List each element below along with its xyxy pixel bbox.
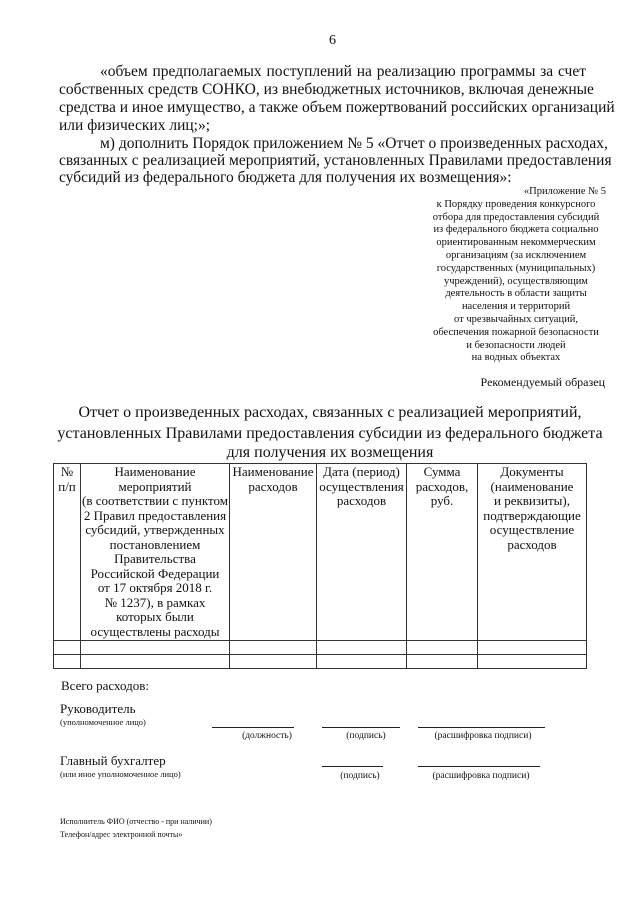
header-cell: Дата (период) осуществления расходов <box>317 464 407 641</box>
head-label: Руководитель <box>60 701 136 716</box>
report-title: Отчет о произведенных расходах, связанных с реализацией мероприятий, <box>78 404 582 421</box>
body-line: м) дополнить Порядок приложением № 5 «Отчет о произведенных расходах, <box>100 135 608 152</box>
appendix-line: населения и территорий <box>461 301 571 313</box>
position-line <box>212 727 294 728</box>
body-line: связанных с реализацией мероприятий, установленных Правилами предоставления <box>59 152 612 169</box>
decoding-caption: (расшифровка подписи) <box>432 771 530 781</box>
decoding-caption: (расшифровка подписи) <box>434 731 532 741</box>
position-caption: (должность) <box>242 731 292 741</box>
header-cell: Сумма расходов, руб. <box>407 464 478 641</box>
appendix-line: от чрезвычайных ситуаций, <box>454 313 578 325</box>
signature-line <box>322 766 383 767</box>
body-line: субсидий из федерального бюджета для получения их возмещения»: <box>59 169 512 186</box>
appendix-line: «Приложение № 5 <box>523 186 606 197</box>
page-number: 6 <box>329 33 336 48</box>
appendix-line: отбора для предоставления субсидий <box>432 211 600 223</box>
report-title: установленных Правилами предоставления субсидии из федерального бюджета <box>57 425 603 442</box>
accountant-sublabel: (или иное уполномоченное лицо) <box>60 769 181 779</box>
appendix-line: деятельность в области защиты <box>445 288 587 300</box>
header-cell: № п/п <box>54 464 81 641</box>
appendix-line: из федерального бюджета социально <box>433 224 599 236</box>
expense-table <box>53 463 587 669</box>
header-cell: Наименование мероприятий (в соответствии с пунктом 2 Правил предоставления субсидий, утвержденных постановлением Правительства Российской Федерации от 17 октября 2018 г. № 1237), в рамках которых были осуществлены расходы <box>82 464 228 639</box>
recommended-sample: Рекомендуемый образец <box>480 375 605 389</box>
header-cell: Наименование расходов <box>230 464 317 641</box>
contact-line: Телефон/адрес электронной почты» <box>60 830 183 839</box>
decoding-line <box>418 727 545 728</box>
appendix-line: и безопасности людей <box>466 339 566 351</box>
signature-line <box>322 727 400 728</box>
body-line: «объем предполагаемых поступлений на реализацию программы за счет <box>100 63 586 80</box>
body-line: или физических лиц;»; <box>59 117 211 134</box>
header-cell: Документы (наименование и реквизиты), подтверждающие осуществление расходов <box>478 464 587 641</box>
appendix-line: к Порядку проведения конкурсного <box>436 198 596 210</box>
head-sublabel: (уполномоченное лицо) <box>60 717 146 727</box>
appendix-line: на водных объектах <box>471 352 561 364</box>
table-header-row <box>54 464 587 641</box>
signature-caption: (подпись) <box>340 771 380 781</box>
total-expenses-label: Всего расходов: <box>61 678 149 693</box>
accountant-label: Главный бухгалтер <box>60 753 166 768</box>
executor-line: Исполнитель ФИО (отчество - при наличии) <box>60 817 212 826</box>
appendix-line: государственных (муниципальных) <box>436 262 596 274</box>
appendix-line: организациям (за исключением <box>445 249 587 261</box>
body-line: средства и иное имущество, а также объем пожертвований российских организаций <box>59 99 615 116</box>
appendix-line: учреждений), осуществляющим <box>444 275 588 287</box>
report-title: для получения их возмещения <box>226 444 434 461</box>
appendix-line: ориентированным некоммерческим <box>436 237 596 249</box>
table-row <box>54 641 587 655</box>
signature-caption: (подпись) <box>346 731 386 741</box>
appendix-header <box>426 186 606 365</box>
body-line: собственных средств СОНКО, из внебюджетных источников, включая денежные <box>59 81 594 98</box>
appendix-line: обеспечения пожарной безопасности <box>433 326 599 338</box>
table-row <box>54 655 587 669</box>
decoding-line <box>418 766 540 767</box>
